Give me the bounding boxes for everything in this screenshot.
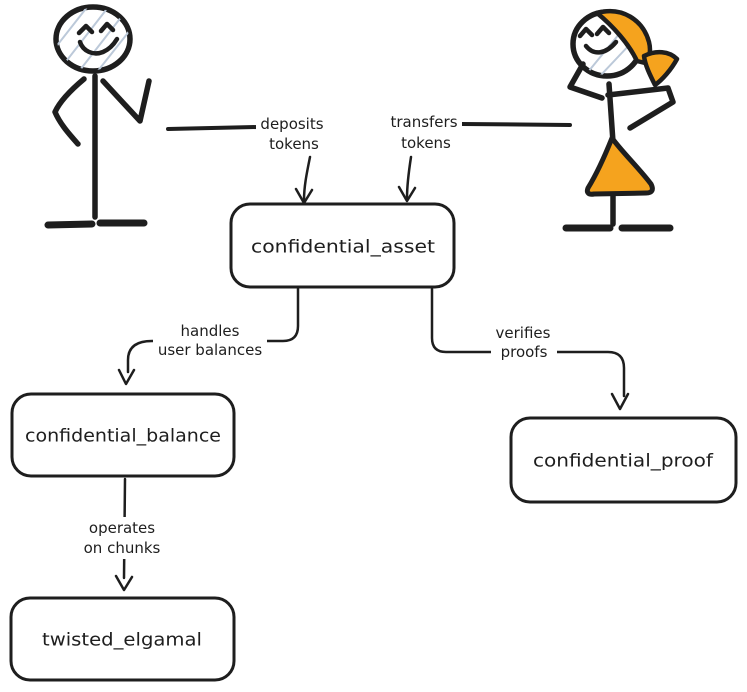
edge-transfers-line	[407, 157, 411, 198]
node-confidential-proof-label: confidential_proof	[533, 450, 714, 472]
edge-label-operates-line2: on chunks	[83, 539, 161, 557]
node-confidential-asset	[231, 204, 454, 287]
man-right-arm	[103, 81, 149, 121]
edge-label-operates-line1: operates	[88, 519, 156, 537]
edge-label-verifies-line2: proofs	[500, 343, 548, 361]
node-twisted-elgamal	[11, 598, 234, 680]
edge-label-deposits-line2: tokens	[269, 135, 319, 153]
edge-label-verifies-line1: verifies	[495, 324, 551, 342]
edge-label-handles-line2: user balances	[157, 341, 263, 359]
edge-label-deposits-line1: deposits	[260, 115, 324, 133]
node-twisted-elgamal-label: twisted_elgamal	[42, 629, 203, 651]
man-stick-figure-icon	[48, 6, 149, 225]
edge-handles-arrowhead-icon	[119, 370, 134, 384]
woman-stick-figure-icon	[566, 11, 677, 228]
edge-label-handles-line1: handles	[180, 322, 240, 340]
node-confidential-proof	[511, 418, 736, 502]
woman-right-arm	[608, 88, 673, 128]
woman-skirt	[587, 138, 652, 194]
edge-verifies-arrowhead-icon	[612, 394, 628, 409]
node-confidential-asset-label: confidential_asset	[251, 236, 435, 258]
man-left-arm	[55, 79, 84, 144]
edge-transfers-connector	[462, 124, 570, 125]
man-ground-left	[48, 224, 92, 225]
woman-ponytail	[644, 52, 677, 85]
edge-deposits-connector	[168, 127, 257, 129]
edge-label-transfers-line2: tokens	[401, 134, 451, 152]
edge-label-transfers-line1: transfers	[390, 113, 458, 131]
node-confidential-balance	[12, 394, 234, 476]
edge-labels	[78, 108, 557, 559]
node-confidential-balance-label: confidential_balance	[25, 425, 221, 447]
